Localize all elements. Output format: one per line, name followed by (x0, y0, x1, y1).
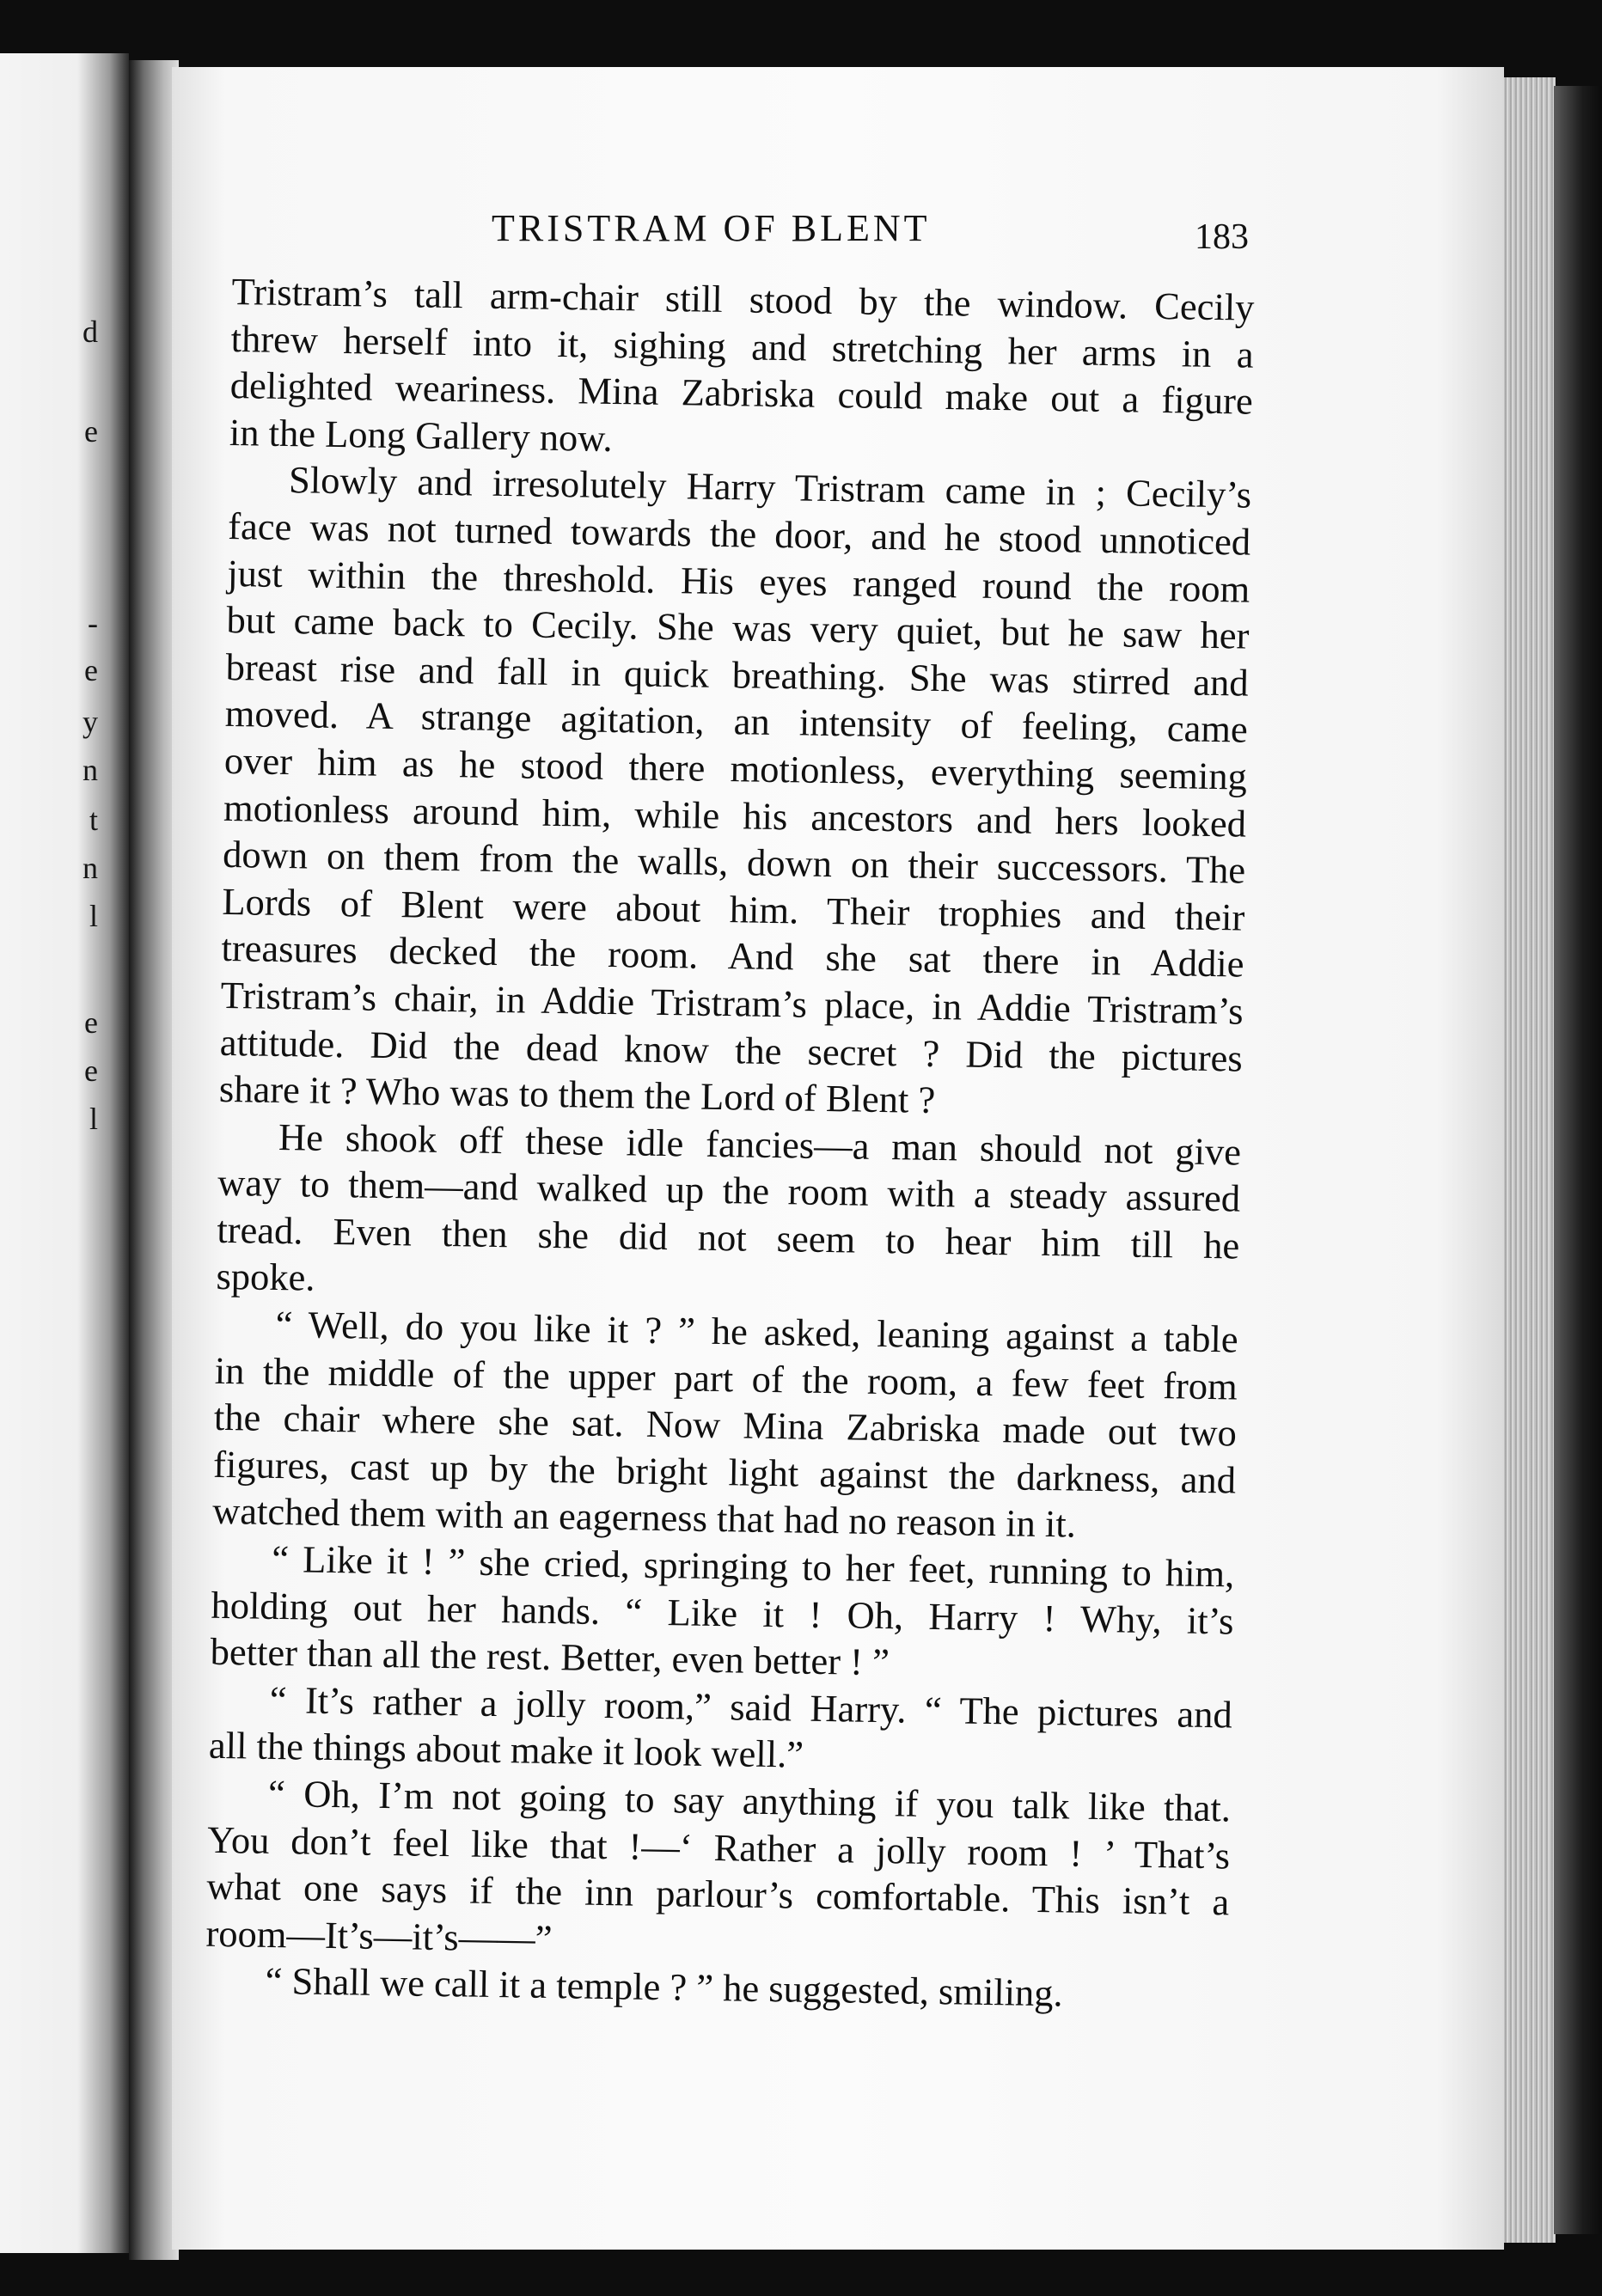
previous-page-fragment: d (83, 314, 98, 349)
text-line: motionless around him, while his ancestors and hers looked (223, 785, 1247, 846)
text-line: in the middle of the upper part of the room, a few feet from (214, 1348, 1238, 1408)
text-line: Tristram’s tall arm-chair still stood by the window. Cecily (231, 269, 1255, 329)
text-line: watched them with an eagerness that had no reason in it. (211, 1489, 1077, 1547)
text-line: way to them—and walked up the room with a steady assured (217, 1161, 1241, 1220)
text-line: “ It’s rather a jolly room,” said Harry. “ The pictures and (269, 1677, 1233, 1737)
text-line: You don’t feel like that !—‘ Rather a jolly room ! ’ That’s (206, 1817, 1231, 1878)
body-text (205, 268, 1255, 2019)
previous-page-fragment: n (83, 851, 98, 885)
text-line: “ Well, do you like it ? ” he asked, leaning against a table (275, 1303, 1238, 1361)
text-line: what one says if the inn parlour’s comfortable. This isn’t a (206, 1864, 1230, 1924)
text-line: face was not turned towards the door, and he stood unnoticed (227, 504, 1251, 564)
page-stack-edges (1504, 77, 1556, 2243)
previous-page-fragment: e (84, 653, 98, 687)
text-line: delighted weariness. Mina Zabriska could make out a figure (229, 363, 1254, 423)
text-line: all the things about make it look well.” (208, 1724, 804, 1777)
text-line: spoke. (216, 1255, 315, 1300)
text-line: figures, cast up by the bright light against the darkness, and (212, 1442, 1237, 1502)
text-line: moved. A strange agitation, an intensity of feeling, came (224, 692, 1249, 751)
previous-page-fragment: t (89, 803, 98, 837)
running-head: TRISTRAM OF BLENT (492, 207, 931, 249)
text-line: “ Oh, I’m not going to say anything if you talk like that. (267, 1771, 1232, 1830)
page-number: 183 (1195, 217, 1249, 257)
previous-page-fragment: e (84, 414, 98, 449)
previous-page-fragment: y (83, 705, 98, 739)
previous-page-fragment: l (89, 1102, 98, 1136)
previous-page-fragment: e (84, 1053, 98, 1088)
text-line: holding out her hands. “ Like it ! Oh, Harry ! Why, it’s (211, 1583, 1234, 1643)
text-line: treasures decked the room. And she sat there in Addie (221, 926, 1244, 986)
text-line: in the Long Gallery now. (229, 410, 614, 460)
text-line: breast rise and fall in quick breathing. She was stirred and (225, 644, 1249, 705)
text-line: just within the threshold. His eyes ranged round the room (227, 551, 1250, 611)
text-line: He shook off these idle fancies—a man should not give (278, 1114, 1242, 1174)
text-line: but came back to Cecily. She was very quiet, but he saw her (226, 598, 1250, 657)
previous-page-fragment: - (88, 606, 98, 640)
text-line: the chair where she sat. Now Mina Zabriska made out two (213, 1395, 1238, 1455)
text-line: attitude. Did the dead know the secret ? Did the pictures (219, 1020, 1244, 1080)
text-line: Lords of Blent were about him. Their trophies and their (222, 879, 1245, 939)
text-line: over him as he stood there motionless, everything seeming (223, 738, 1248, 798)
text-line: Tristram’s chair, in Addie Tristram’s place, in Addie Tristram’s (220, 973, 1244, 1033)
text-line: down on them from the walls, down on their successors. The (222, 833, 1246, 892)
previous-page-fragment: e (84, 1005, 98, 1040)
text-line: “ Shall we call it a temple ? ” he suggested, smiling. (265, 1959, 1064, 2015)
text-line: room—It’s—it’s——” (205, 1911, 553, 1960)
text-line: “ Like it ! ” she cried, springing to her feet, running to him, (272, 1536, 1235, 1596)
previous-page-fragment: l (89, 899, 98, 933)
text-line: Slowly and irresolutely Harry Tristram came in ; Cecily’s (288, 458, 1252, 517)
text-line: tread. Even then she did not seem to hear him till he (217, 1207, 1240, 1267)
text-line: threw herself into it, sighing and stretching her arms in a (230, 316, 1254, 376)
book-cover-edge (1554, 86, 1602, 2234)
previous-page-edge (0, 53, 129, 2253)
previous-page-fragment: n (83, 753, 98, 787)
text-line: better than all the rest. Better, even better ! ” (210, 1630, 890, 1684)
text-line: share it ? Who was to them the Lord of Blent ? (218, 1066, 936, 1122)
